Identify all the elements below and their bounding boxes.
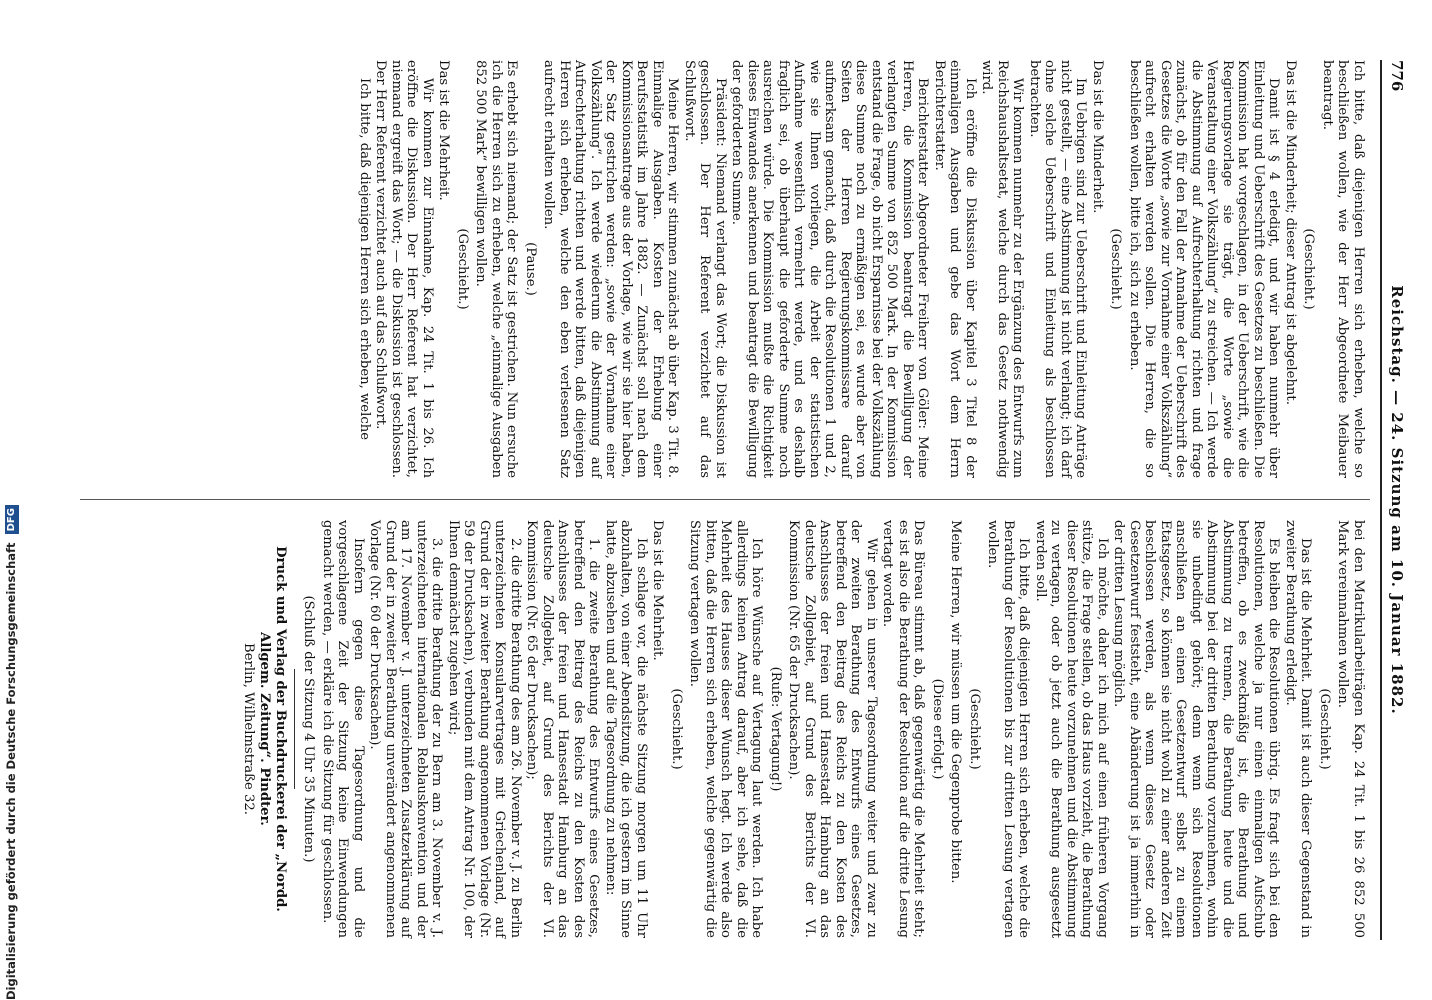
paragraph: Ich höre Wünsche auf Vertagung laut werden. Ich habe allerdings keinen Antrag darauf, aber ich sehe, daß die Mehrheit des Hauses dieser Wunsch hegt. Ich werde also bitten, daß die Herren sich erheben, welche gegenwärtig die Sitzung vertagen wollen.	[687, 520, 765, 938]
paragraph: Wir gehen in unserer Tagesordnung weiter und zwar zu der zweiten Berathung des Entwurfs eines Gesetzes, betreffend den Beitrag des Reichs zu den Kosten des Anschlusses der freien und Hansestadt Hamburg an das deutsche Zollgebiet, auf Grund des Berichts der VI. Kommission (Nr. 65 der Drucksachen).	[786, 520, 879, 938]
stage-direction: (Geschieht.)	[967, 688, 982, 770]
agenda-item: 2. die dritte Berathung des am 26. November v. J. zu Berlin unterzeichneten Konsularvertrages mit Griechenland, auf Grund der in zweiter Berathung angenommenen Vorlage (Nr. 59 der Drucksachen), verbunden mit dem Antrag Nr. 100, der Ihnen demnächst zugehen wird;	[446, 520, 523, 938]
paragraph: Ich schlage vor, die nächste Sitzung morgen um 11 Uhr abzuhalten, von einer Abendsitzung, die ich gestern im Sinne hatte, abzusehen und auf die Tagesordnung zu nehmen:	[603, 520, 649, 938]
stage-direction: (Pause.)	[523, 242, 538, 296]
printer-address: Berlin, Wilhelmstraße 32.	[241, 643, 256, 815]
paragraph: Wir kommen zur Einnahme, Kap. 24 Tit. 1 bis 26. Ich eröffne die Diskussion. Der Herr Referent hat verzichtet, niemand ergreift das Wort; — die Diskussion ist geschlossen. Der Herr Referent verzichtet auch auf das Schlußwort.	[373, 60, 435, 478]
digitization-sidebar	[0, 508, 22, 1000]
left-column	[356, 60, 1367, 478]
page-header	[1380, 60, 1410, 940]
stage-direction: (Geschieht.)	[1108, 228, 1124, 310]
paragraph: Es bleiben die Resolutionen übrig. Es fragt sich bei den Resolutionen, welche ja nur einen einmaligen Aufschub betreffen, ob es zweckmäßig ist, die Berathung und Abstimmung zu trennen, die Berathung heute und die Abstimmung bei der dritten Berathung vorzunehmen, wohin sie unbedingt gehört; denn wenn sich Resolutionen anschließen an einen Gesetzentwurf selbst zu einem Etatsgesetz, so können sie nicht wohl zu einer anderen Zeit beschlossen werden, als wenn dieses Gesetz oder Gesetzentwurf feststeht, eine Abänderung ist ja immerhin in der dritten Lesung möglich.	[1111, 520, 1282, 938]
stage-direction: (Geschieht.)	[1301, 228, 1317, 310]
paragraph: Meine Herren, wir stimmen zunächst ab über Kap. 3 Tit. 8. Einmalige Ausgaben. Kosten der Erhebung einer Berufsstatistik im Jahre 1882. — Zunächst soll nach dem Kommissionsantrage aus der Vorlage, wie wir sie hier haben, der Satz gestrichen werden: „sowie der Vornahme einer Volkszählung“. Ich werde wiederum die Abstimmung auf Aufrechterhaltung richten und werde bitten, daß diejenigen Herren sich erheben, welche den eben verlesenen Satz aufrecht erhalten wollen.	[541, 60, 681, 478]
paragraph: Ich bitte, daß diejenigen Herren sich erheben, welche	[357, 78, 372, 441]
column-divider	[80, 499, 1370, 500]
paragraph: Ich bitte, daß diejenigen Herren sich erheben, welche die Berathung der Resolutionen bis zur dritten Lesung vertagen wollen.	[985, 520, 1032, 938]
stage-direction: (Geschieht.)	[455, 228, 470, 310]
paragraph: Das ist die Mehrheit. Damit ist auch dieser Gegenstand in zweiter Berathung erledigt.	[1283, 520, 1314, 938]
paragraph: bei den Matrikularbeiträgen Kap. 24 Tit. 1 bis 26 852 500 Mark vereinnahmen wollen.	[1335, 520, 1366, 938]
paragraph: Damit ist § 4 erledigt, und wir haben nunmehr über Einleitung und Ueberschrift des Gesetzes zu beschließen. Die Kommission hat vorgeschlagen, in der Ueberschrift, wie die Regierungsvorlage sie trägt, die Worte „sowie die Veranstaltung einer Volkszählung“ zu streichen. — Ich werde die Abstimmung auf Aufrechterhaltung richten und frage zunächst, ob für den Fall der Annahme der Ueberschrift des Gesetzes die Worte „sowie zur Vornahme einer Volkszählung“ aufrecht erhalten werden sollen. Die Herren, die so beschließen wollen, bitte ich, sich zu erheben.	[1127, 60, 1282, 478]
paragraph: Meine Herren, wir müssen um die Gegenprobe bitten.	[948, 520, 964, 884]
stage-direction: (Rufe: Vertagung!)	[768, 666, 783, 792]
dfg-logo: DFG	[5, 505, 19, 534]
paragraph: Wir kommen nunmehr zu der Ergänzung des Entwurfs zum Reichshaushaltsetat, welche durch das Gesetz nothwendig wird.	[979, 60, 1026, 478]
stage-direction: (Geschieht.)	[1317, 688, 1332, 770]
page-number: 776	[1388, 60, 1406, 92]
paragraph: Ich eröffne die Diskussion über Kapitel 3 Titel 8 der einmaligen Ausgaben und gebe das Wort dem Herrn Berichterstatter.	[932, 60, 978, 478]
paragraph: Im Uebrigen sind zur Ueberschrift und Einleitung Anträge nicht gestellt, — eine Abstimmung ist nicht verlangt; ich darf ohne solche Ueberschrift und Einleitung als beschlossen betrachten.	[1027, 60, 1089, 478]
speech-paragraph: Präsident: Niemand verlangt das Wort; die Diskussion ist geschlossen. Der Herr Referent verzichtet auf das Schlußwort.	[682, 60, 728, 478]
stage-direction: (Diese erfolgt.)	[930, 678, 945, 780]
paragraph: Das Büreau stimmt ab, daß gegenwärtig die Mehrheit steht; es ist also die Berathung der Resolution auf die dritte Lesung vertagt worden.	[880, 520, 927, 938]
divider	[294, 669, 295, 789]
agenda-item: 3. die dritte Berathung der zu Bern am 3. November v. J. unterzeichneten internationalen Reblauskonvention und der am 17. November v. J. unterzeichneten Zusatzerklärung auf Grund der in zweiter Berathung unverändert angenommenen Vorlage (Nr. 60 der Drucksachen).	[367, 520, 445, 938]
digitization-note: Digitalisierung gefördert durch die Deutsche Forschungsgemeinschaft	[4, 542, 18, 1000]
stage-direction: (Geschieht.)	[669, 688, 684, 770]
paragraph: Das ist die Minderheit; dieser Antrag ist abgelehnt.	[1283, 60, 1298, 405]
paragraph: Ich bitte, daß diejenigen Herren sich erheben, welche so beschließen wollen, wie der Herr Abgeordnete Meibauer beantragt.	[1320, 60, 1366, 478]
speech-paragraph: Berichterstatter Abgeordneter Freiherr von Göler: Meine Herren, die Kommission beantragt die Bewilligung der verlangten Summe von 852 500 Mark. In der Kommission entstand die Frage, ob nicht Ersparnisse bei der Volkszählung diese Summe noch zu ermäßigen sei, es wurde aber von Seiten der Herren Regierungskommissare darauf aufmerksam gemacht, daß durch die Resolutionen 1 und 2, wie sie Ihnen vorliegen, die Arbeit der statistischen Aufnahme wesentlich vermehrt werde, und es deshalb fraglich sei, ob überhaupt die geforderte Summe noch ausreichen würde. Die Kommission mußte die Richtigkeit dieses Einwandes anerkennen und beantragt die Bewilligung der geforderten Summe.	[729, 60, 931, 478]
paragraph: Insofern gegen diese Tagesordnung und die vorgeschlagene Zeit der Sitzung keine Einwendungen gemacht werden, — erkläre ich die Sitzung für geschlossen.	[320, 520, 366, 938]
agenda-item: 1. die zweite Berathung des Entwurfs eines Gesetzes, betreffend den Beitrag des Reichs zu den Kosten des Anschlusses der freien und Hansestadt Hamburg an das deutsche Zollgebiet, auf Grund des Berichts der VI. Kommission (Nr. 65 der Drucksachen);	[524, 520, 602, 938]
session-close-note: (Schluß der Sitzung 4 Uhr 35 Minuten.)	[301, 595, 317, 863]
paragraph: Das ist die Mehrheit.	[650, 520, 666, 661]
paragraph: Es erhebt sich niemand; der Satz ist gestrichen. Nun ersuche ich die Herren sich zu erheben, welche „einmalige Ausgaben 852 500 Mark“ bewilligen wollen.	[473, 60, 520, 478]
page-title: Reichstag. — 24. Sitzung am 10. Januar 1882.	[1388, 285, 1406, 715]
paragraph: Das ist die Mehrheit.	[436, 60, 452, 201]
paragraph: Ich möchte, daher ich mich auf einen früheren Vorgang stütze, die Frage stellen, ob das Haus vorzieht, die Berathung dieser Resolutionen heute vorzunehmen und die Abstimmung zu vertagen, oder ob jetzt auch die Berathung ausgesetzt werden soll.	[1033, 520, 1110, 938]
printer-imprint: Druck und Verlag der Buchdruckerei der „Nordd. Allgem. Zeitung“. Pindter.	[257, 546, 288, 912]
paragraph: Das ist die Minderheit.	[1090, 60, 1105, 214]
right-column	[240, 520, 1367, 938]
